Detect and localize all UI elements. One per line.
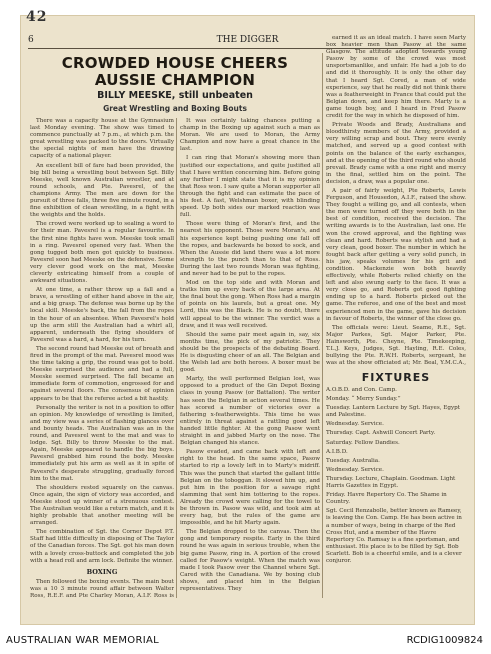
fixture-item: Wednesday. Service. [326, 466, 384, 473]
paragraph: The combination of Sgt. the Corner Depot P.T. Staff had little difficulty in disposing of The Taylor of the Canadian forces. The Sgt. got his man down with a lovely cross-buttock and completed the job with a head roll and arm lock. Definite the winner. [30, 529, 174, 564]
fixture-item: Friday. Havre Repertory Co. The Shame in Country. [326, 492, 447, 506]
paragraph: Pasow evaded, and came back with left and right to the head. In the same space, Pasow started to rip a lovely left in to Marty's midriff. This was the punch that started the gallant little Belgian on the toboggan. It slowed him up, and put him in the position for a savage right slamming that sent him tottering to the ropes. Already the crowd were calling for the towel to be thrown in. Pasow was wild, and took aim at every hag, but the rules of the game are impossible, and he hit Marty again. [180, 449, 320, 527]
fixtures-heading: FIXTURES [361, 371, 431, 384]
paragraph: The Belgian dropped to the canvas. Then the gong and temporary respite. Early in the third round he was again in serious trouble, when the big game Pasow, ring in. A portion of the crowd called for Pasow's weight. When the match was made I took Pasow over the Channel where Sgt. Cared with the Canadiana. We by boxing club shows, and placed him in the Belgian representatives. They [180, 529, 320, 592]
fixtures-list [326, 387, 466, 597]
paragraph: There was a capacity house at the Gymnasium last Monday evening. The show was timed to commence punctually at 7 p.m., at which p.m. the great wrestling was packed to the doors. Virtually the special nights of men have the drawing capacity of a national player. [30, 118, 174, 160]
publication-title: THE DIGGER [216, 35, 279, 45]
paragraph: Personally the writer is not in a position to offer an opinion. My knowledge of wrestling is limited, and my view was a series of flashing glances over and bounty heads. The Australian was an in the round, and Pavesrel went to the mat and was to lodge. Sgt. Billy to throw Meeske to the mat. Again, Meeske appeared to handle the big boys. Pavesrel grabbed him round the body. Meeske immediately put his arm as well as it in spite of Pavesrel's desperate struggling, gradually forced him to the mat. [30, 404, 174, 482]
paragraph: An excellent bill of fare had been provided, the big bill being a wrestling bout between Sgt. Billy Meeske, well known Australian wrestler, and at round schools, and Pte. Pavesrel, of the champions Army. The men are down for the pursuit of three falls, three five minute round, in a fine exhibition of clean wrestling, in a fight with the weights and the holds. [30, 162, 174, 219]
fixture-item: Thursday. Lecture, Chaplain. Goodman. Light Harris Gazettes in Egypt. [326, 475, 456, 490]
fixture-item: A.I.B.D. [326, 448, 348, 455]
page-number: 6 [28, 35, 34, 45]
boxing-heading: BOXING [86, 567, 118, 576]
article-byline: BILLY MEESKE, still unbeaten [97, 90, 253, 101]
paragraph: Should the same pair meet again in, say, six months time, the pick of my patriotic. They should be the prospects of the debating Board. He is disgusting cheer of an all. The Belgian and the Welsh lad are both heroes. A boxer must be good. [180, 331, 320, 374]
fixture-item: Wednesday. Service. [326, 421, 384, 428]
archive-id: RCDIG1009824 [406, 635, 483, 646]
article-column-2 [180, 118, 320, 598]
fixture-item: Sgt. Cecil Renzabolle, better known as Rameey, is leaving the Con. Camp. He has been active in a number of ways, being in charge of the Red Cross Hut, and a member of the Havre Repertory Co. Ramsay is a fine sportsman, and enthusiast. His place is to be filled by Sgt. Bob Scarlett. Bob is a cheerful smile, and is a clever conjuror. [326, 508, 462, 564]
paragraph: Marty, the well performed Belgian lost, was opposed to a product of the Gin Depot Boxing class in young Pasow (or Battalion). The writer has seen the Belgian in action several times. He has scored a number of victories over a fathering x-featherweights. This time he was entirely in threat against a rattling good left handed little fighter. At the gong Pasow went straight in and jabbed Marty on the nose. The Belgian changed his stance. [180, 376, 320, 447]
fixture-item: Tuesday. Lantern Lecture by Sgt. Hayes, Egypt and Palestine. [326, 405, 460, 419]
article-subheading: Great Wrestling and Boxing Bouts [103, 104, 247, 113]
page-ref-number: 42 [26, 9, 48, 25]
paragraph: Private Woods and Brady, Australians and bloodthirsty members of the Army, provided a very willing scrap and bout. They were evenly matched, and served up a good contest with points on the balance of the early exchanges, and at the opening of the third round who should prevail. Brady came with a one right and mercy in the final, settled him on the point. The decision, a draw, was a popular one. [326, 122, 466, 185]
fixture-item: Monday. “ Merry Sunday.” [326, 396, 401, 403]
archive-credit: AUSTRALIAN WAR MEMORIAL [6, 635, 159, 646]
paragraph: A pair of fairly weight, Pte Roberts, Lewis Ferguson, and Housedon, A.I.F., raised the show. They fought a willing go, and all contests, when the men were turned off they were both in the best of condition, received the decision. The writing awards is to the Australian, last one. He won the crowd approval, and the fighting was clean and hard. Roberts was stylish and had a very clean, good boxer. The number in which he fought back after getting a very solid punch, in his jaw, speaks volumes for his grit and condition. Mackenzie won both heavily effectively, while Roberts relied chiefly on the left and also swung early to the face. It was a very close go, and Roberts got good fighting ending up to a hard. Roberts picked out the game. The referee, and one of the best and most experienced men in the game, gave his decision in favour of Roberts, the winner of the close go. [326, 187, 466, 322]
article-column-1 [30, 118, 174, 598]
paragraph: Mod on the top side and with Moran and tratks him up every back of the large area. At the final bout the gong. When Ross had a margin of points on his laurels, but a great one. My Lord, this was the Black. He is no doubt, there will appeal to be the winner. The verdict was a draw, and it was well received. [180, 280, 320, 329]
column-divider [176, 118, 177, 598]
paragraph: Those were thing of Moran's first, and the nearest his opponent. Those were Moran's, and his experience kept being pushing one fall off the ropes, and backwards he boxed to sock, and When the Aussie did land there was a lot more strength to the punch than to that of Ross. During the last two rounds Moran was fighting, and never had to be put to the ropes. [180, 221, 320, 277]
newspaper-page [20, 9, 475, 625]
paragraph: earned it as an ideal match. I have seen Marty box heavier men than Pasow at the same Glasgow. The attitude adopted towards young Pasow by some of the crowd was most unsportsmanlike, and unfair. He had a job to do and did it thoroughly. It is only the other day that I heard Sgt. Cored, a man of wide experience, say that he really did not think there was a featherweight in France that could put the Belgian down, and keep him there. Marty is a game tough boy, and I heard in Fred Pasow credit for the way in which he disposed of him. [326, 35, 466, 120]
paragraph: At one time, a rather throw up a fall and a brave, a wrestling of either hand above in the air, and a big grasp. The defense was borne up by the local skill. Meeske's back, the fall from the ropes in the hour of an absentee. When Pavesrel's hold up the arm still the Australian had a whirl all, apparent, underneath the flying shoulders of Pavesrel was a hard, a hard, for his turn. [30, 287, 174, 343]
paragraph: The officials were: Lieut. Seame, R.E., Sgt. Major Parkes, Sgt. Major Parker, Pte. Hainsworth, Pte. Cheyne, Pte. Timekeeping, T.L.J. Keys, Judges, Sgt. Hayling, R.E. Coles, bullying the Pte. R.W.H. Roberts, sergeant, he was at the show officiated at; Mr. Beal, Y.M.C.A., [326, 324, 466, 365]
fixture-item: Tuesday. Australia. [326, 457, 380, 464]
fixture-item: Thursday. Capt. Ashwill Concert Party. [326, 430, 436, 437]
paragraph: Then followed the boxing events. The main bout was a 10 3 minute round affair between Walter Ross, R.E.F. and Pte Charley Moran, A.I.F. Ross is [30, 578, 174, 598]
paragraph: The crowd were worked up to sealing a word to for their man. Pavesrel is a regular favourite. In the first nine fights have won. Meeske took small in a ring. Pavesrel opened very fast. When the gong tugged both men got quickly to business. Pavesrel soon had Meeske on the defensive. Some very clever good work on the mat, Meeske cleverly extricating himself from a couple of awkward situations. [30, 221, 174, 285]
paragraph: The shoulders rested squarely on the canvas. Once again, the sign of victory was accorded, and Meeske stood up winner of a strenuous contest. The Australian would like a return match, and it is highly probable that another meeting will be arranged. [30, 484, 174, 527]
article-column-3 [326, 35, 466, 365]
fixture-item: A.O.B.D. and Con. Camp. [326, 387, 397, 393]
article-headline: CROWDED HOUSE CHEERS AUSSIE CHAMPION [61, 54, 289, 90]
paragraph: It was certainly taking chances putting a champ in the Boxing up against such a man as Moran. We are used to Moran, the Army Champion and now have a great chance in the last. [180, 118, 320, 153]
paragraph: I can ring that Moran's showing more than justified our expectations, and quite justified all that I have written concerning him. Before going any further I might state that it is my opinion that Ross won. I saw quite a Moran supporter all through the fight and can estimate the pace of his feet. A fast, Welshman boxer, with blinding speed. Up both sides our marked reaction was full. [180, 155, 320, 219]
column-divider [322, 53, 323, 598]
fixture-item: Saturday. Fellow Dandies. [326, 439, 400, 446]
paragraph: The second round had Meeske out of breath and fired in the prompt of the mat. Pavesrel mood was the time taking a grip, the round was got to bold. Meeske surprised the audience and had a full, Meeske seemed surprised. The fall became an immediate form of commotion, engrossed for and against several floors. The consensus of opinion appears to be that the referee acted a bit hastily. [30, 345, 174, 402]
